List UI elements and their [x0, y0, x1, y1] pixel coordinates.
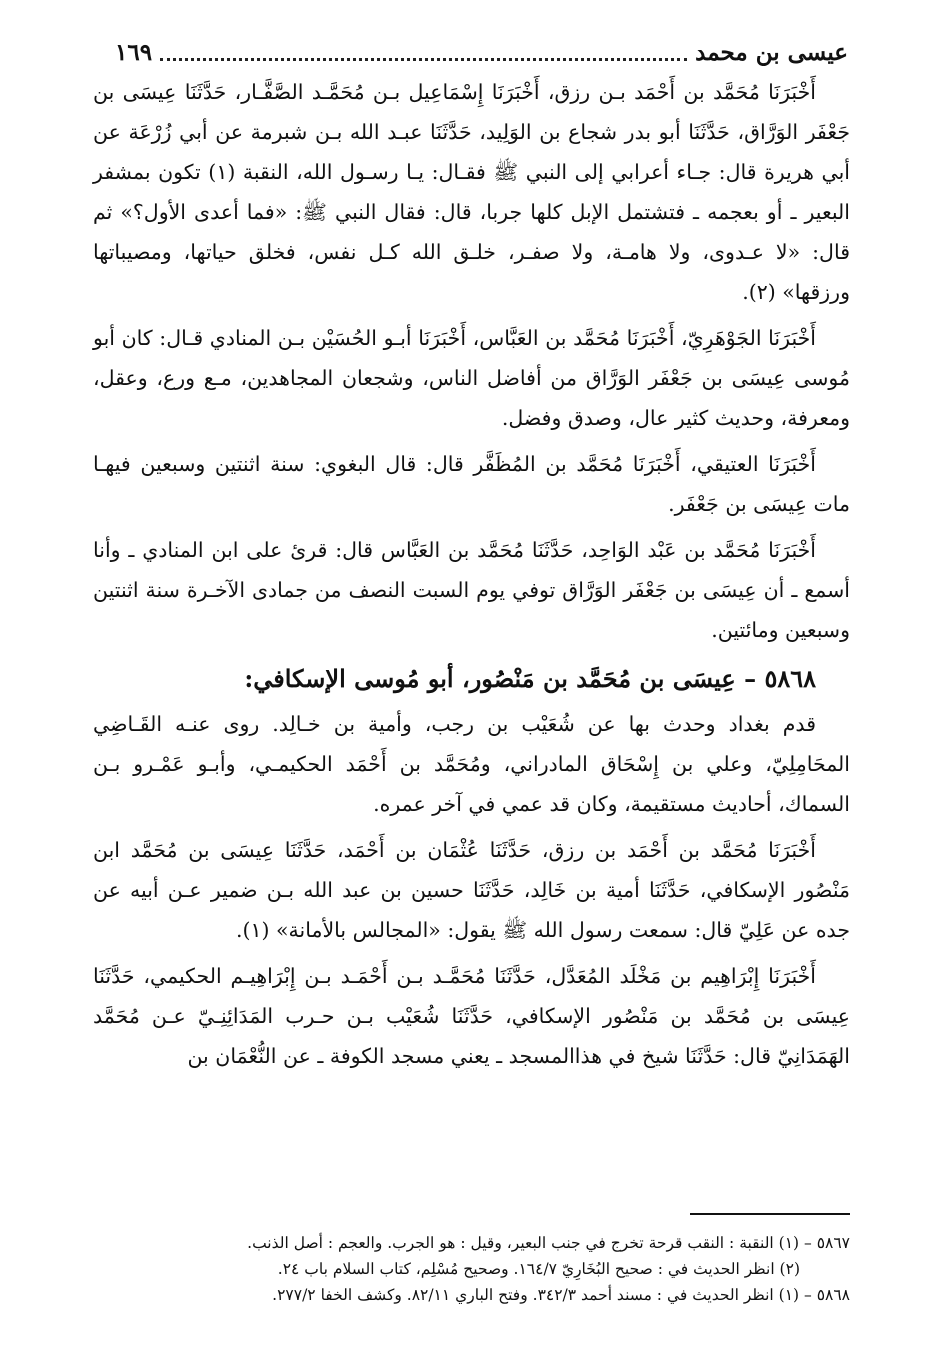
page-number: ١٦٩	[115, 38, 153, 66]
page-header	[115, 32, 848, 72]
section-paragraph-3: أَخْبَرَنَا إِبْرَاهِيم بن مَخْلَد المُعَدَّل، حَدَّثَنَا مُحَمَّـد بـن أَحْمَـد بـن إِبْرَاهِيـم الحكيمي، حَدَّثَنَا عِيسَى بن مُحَمَّد بن مَنْصُور الإسكافي، حَدَّثَنَا شُعَيْب بـن حـرب المَدَائِنِـيّ عـن مُحَمَّد الهَمَدَانِيّ قال: حَدَّثَنَا شيخ في هذاالمسجد ـ يعني مسجد الكوفة ـ عن النُّعْمَان بن	[93, 964, 850, 1068]
section-paragraph-1: قدم بغداد وحدث بها عن شُعَيْب بن رجب، وأمية بن خـالِد. روى عنـه القَـاضِي المحَامِلِيّ، وعلي بن إِسْحَاق المادراني، ومُحَمَّد بن أَحْمَد الحكيمـي، وأبـو عَمْـرو بـن السماك، أحاديث مستقيمة، وكان قد عمي في آخر عمره.	[93, 712, 850, 816]
paragraph-3: أَخْبَرَنَا العتيقي، أَخْبَرَنَا مُحَمَّد بن المُظَفَّر قال: قال البغوي: سنة اثنتين وسبعين فيهـا مات عِيسَى بن جَعْفَر.	[93, 452, 850, 516]
paragraph-4: أَخْبَرَنَا مُحَمَّد بن عَبْد الوَاحِد، حَدَّثَنَا مُحَمَّد بن العَبَّاس قال: قرئ على ابن المنادي ـ وأنا أسمع ـ أن عِيسَى بن جَعْفَر الوَرَّاق توفي يوم السبت النصف من جمادى الآخـرة سنة اثنتين وسبعين ومائتين.	[93, 538, 850, 642]
footnote-3: ٥٨٦٨ – (١) انظر الحديث في : مسند أحمد ٣٤٢/٣. وفتح الباري ٨٢/١١. وكشف الخفا ٢٧٧/٢.	[272, 1286, 850, 1304]
footnotes	[93, 1230, 850, 1308]
header-dot-leader	[160, 44, 687, 61]
footnote-divider	[690, 1213, 850, 1215]
section-title: ٥٨٦٨ – عِيسَى بن مُحَمَّد بن مَنْصُور، أبو مُوسى الإسكافي:	[244, 664, 816, 693]
section-paragraph-2: أَخْبَرَنَا مُحَمَّد بن أَحْمَد بن رزق، حَدَّثَنَا عُثْمَان بن أَحْمَد، حَدَّثَنَا عِيسَى بن مُحَمَّد ابن مَنْصُور الإسكافي، حَدَّثَنَا أمية بن خَالِد، حَدَّثَنَا حسين بن عبد الله بـن ضمير عـن أبيه عن جده عن عَلِيّ قال: سمعت رسول الله ﷺ يقول: «المجالس بالأمانة» (١).	[93, 838, 850, 942]
main-text	[93, 72, 850, 1082]
paragraph-1: أَخْبَرَنَا مُحَمَّد بن أَحْمَد بـن رزق، أَخْبَرَنَا إِسْمَاعِيل بـن مُحَمَّـد الصَّفَّـار، حَدَّثَنَا عِيسَى بن جَعْفَر الوَرَّاق، حَدَّثَنَا أبو بدر شجاع بن الوَلِيد، حَدَّثَنَا عبـد الله بـن شبرمة عن أبي زُرْعَة عن أبي هريرة قال: جـاء أعرابي إلى النبي ﷺ فقـال: يـا رسـول الله، النقبة (١) تكون بمشفر البعير ـ أو بعجمه ـ فتشتمل الإبل كلها جربا، قال: فقال النبي ﷺ: «فما أعدى الأول؟» ثم قال: «لا عـدوى، ولا هامـة، ولا صفـر، خلـق الله كـل نفس، فخلق حياتها، ومصيباتها ورزقها» (٢).	[93, 80, 850, 304]
footnote-1: ٥٨٦٧ – (١) النقبة : النقب قرحة تخرج في جنب البعير، وقيل : هو الجرب. والعجم : أصل الذنب.	[247, 1234, 850, 1252]
paragraph-2: أَخْبَرَنَا الجَوْهَرِيّ، أَخْبَرَنَا مُحَمَّد بن العَبَّاس، أَخْبَرَنَا أبـو الحُسَيْن بـن المنادي قـال: كان أبو مُوسى عِيسَى بن جَعْفَر الوَرَّاق من أفاضل الناس، وشجعان المجاهدين، مـع ورع، وعقل، ومعرفة، وحديث كثير عال، وصدق وفضل.	[93, 326, 850, 430]
footnote-2: (٢) انظر الحديث في : صحيح البُخَارِيّ ١٦٤/٧. وصحيح مُسْلِم، كتاب السلام باب ٢٤.	[277, 1260, 800, 1278]
running-title: عيسى بن محمد	[695, 38, 848, 66]
